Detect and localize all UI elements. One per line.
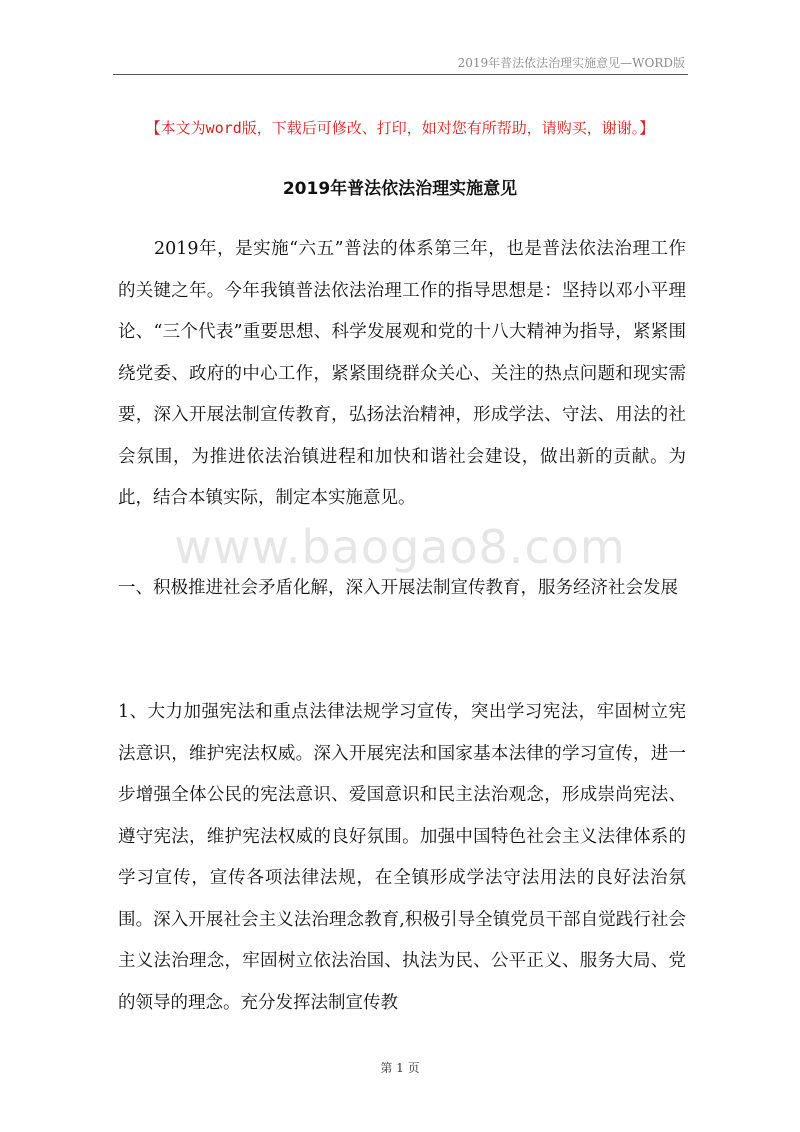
purchase-notice: 【本文为word版，下载后可修改、打印，如对您有所帮助，请购买，谢谢。】: [145, 119, 655, 137]
page-number: 第 1 页: [380, 1061, 420, 1075]
document-title: 2019年普法依法治理实施意见: [282, 179, 518, 199]
running-header: 2019年普法依法治理实施意见—WORD版: [457, 56, 685, 70]
watermark: www.baogao8.com: [174, 520, 626, 574]
item-paragraph-1: 1、大力加强宪法和重点法律法规学习宣传，突出学习宪法，牢固树立宪法意识，维护宪法权威。深入开展宪法和国家基本法律的学习宣传，进一步增强全体公民的宪法意识、爱国意识和民主法治观念，形成崇尚宪法、遵守宪法，维护宪法权威的良好氛围。加强中国特色社会主义法律体系的学习宣传，宣传各项法律法规，在全镇形成学法守法用法的良好法治氛围。深入开展社会主义法治理念教育,积极引导全镇党员干部自觉践行社会主义法治理念，牢固树立依法治国、执法为民、公平正义、服务大局、党的领导的理念。充分发挥法制宣传教: [118, 702, 686, 1013]
header-divider: [113, 74, 688, 75]
section-heading-1: 一、积极推进社会矛盾化解，深入开展法制宣传教育，服务经济社会发展: [118, 578, 678, 598]
intro-paragraph: 2019年，是实施“六五”普法的体系第三年，也是普法依法治理工作的关键之年。今年我镇普法依法治理工作的指导思想是：坚持以邓小平理论、“三个代表”重要思想、科学发展观和党的十八大精神为指导，紧紧围绕党委、政府的中心工作，紧紧围绕群众关心、关注的热点问题和现实需要，深入开展法制宣传教育，弘扬法治精神，形成学法、守法、用法的社会氛围，为推进依法治镇进程和加快和谐社会建设，做出新的贡献。为此，结合本镇实际，制定本实施意见。: [118, 239, 686, 508]
